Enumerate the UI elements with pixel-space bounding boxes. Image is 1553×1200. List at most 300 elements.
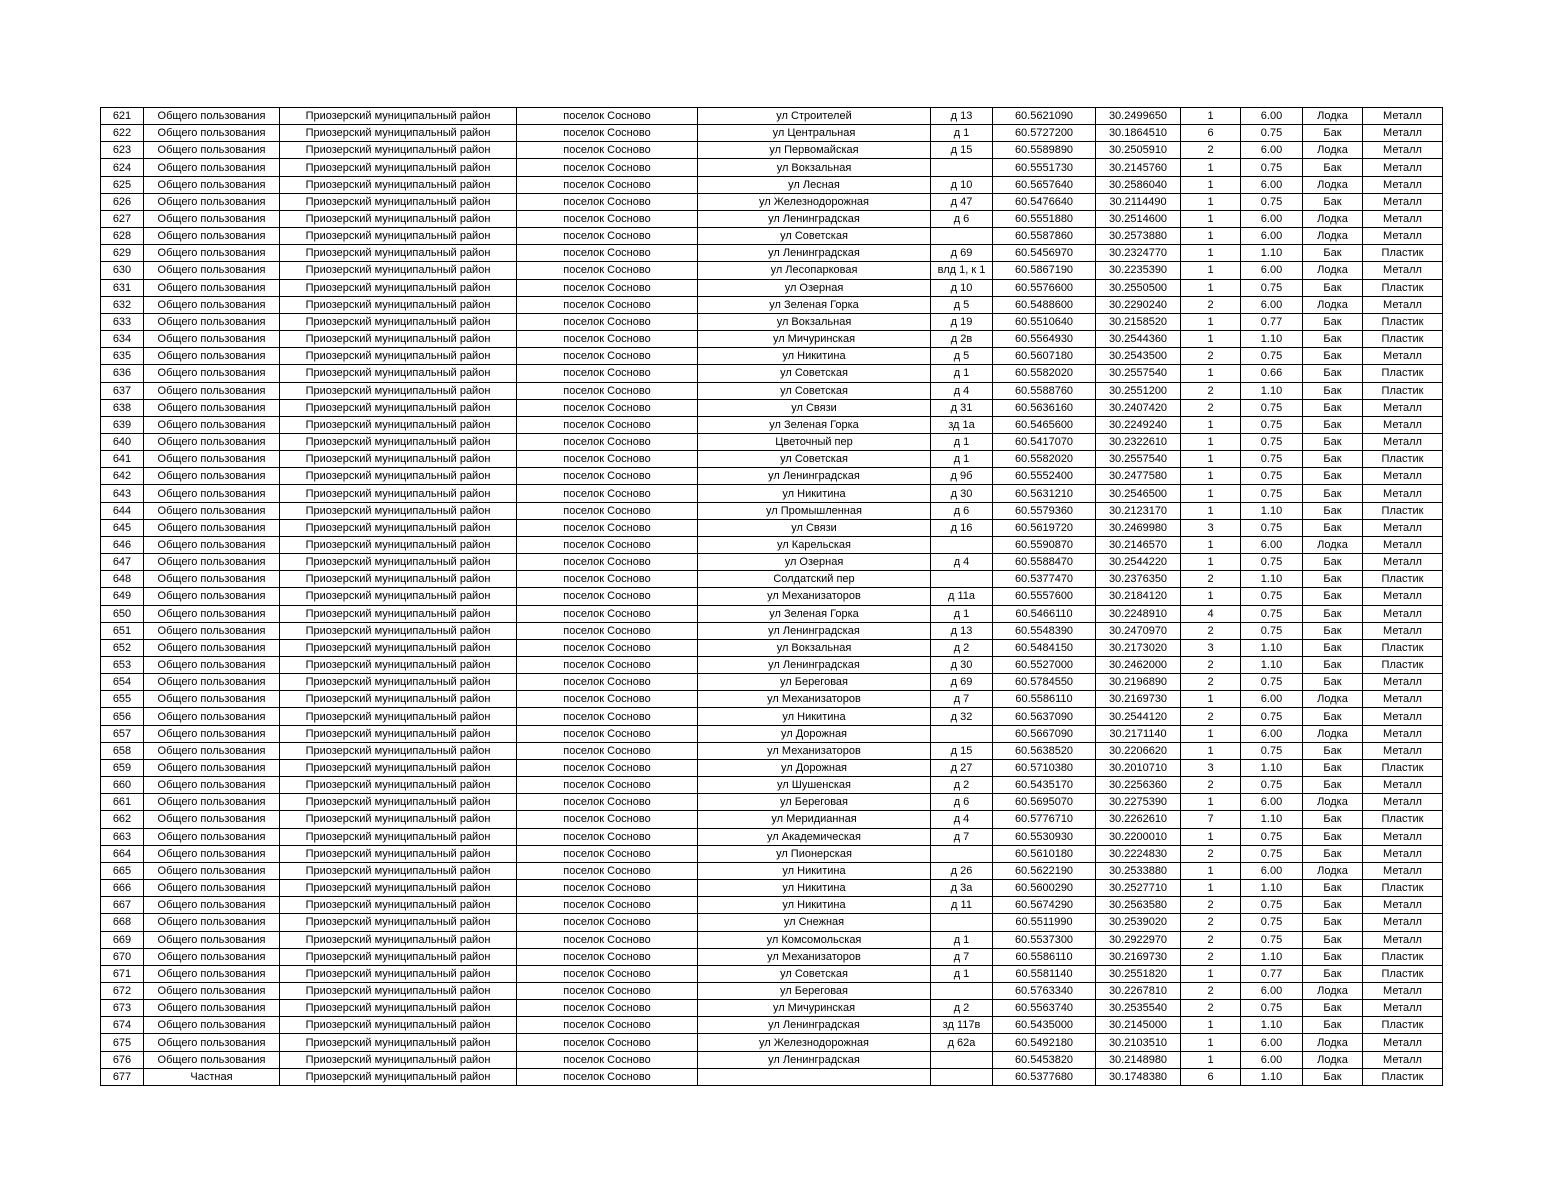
cell-count: 2 — [1181, 1000, 1241, 1017]
cell-house: д 32 — [931, 708, 993, 725]
cell-settlement: поселок Сосново — [517, 794, 698, 811]
cell-type: Общего пользования — [144, 965, 280, 982]
cell-lat: 60.5710380 — [993, 759, 1096, 776]
cell-container: Бак — [1303, 828, 1363, 845]
cell-district: Приозерский муниципальный район — [280, 262, 517, 279]
cell-lat: 60.5636160 — [993, 399, 1096, 416]
cell-street: ул Озерная — [698, 279, 931, 296]
cell-num: 653 — [101, 657, 144, 674]
cell-street: ул Никитина — [698, 880, 931, 897]
cell-material: Металл — [1363, 931, 1443, 948]
cell-lon: 30.2544120 — [1096, 708, 1181, 725]
cell-count: 1 — [1181, 1034, 1241, 1051]
cell-type: Общего пользования — [144, 365, 280, 382]
cell-volume: 0.75 — [1241, 914, 1303, 931]
cell-settlement: поселок Сосново — [517, 897, 698, 914]
cell-street: ул Механизаторов — [698, 742, 931, 759]
cell-settlement: поселок Сосново — [517, 828, 698, 845]
cell-house: зд 1а — [931, 416, 993, 433]
table-row — [101, 451, 1443, 468]
cell-type: Общего пользования — [144, 914, 280, 931]
cell-house — [931, 845, 993, 862]
table-row — [101, 639, 1443, 656]
cell-lon: 30.2145760 — [1096, 159, 1181, 176]
cell-settlement: поселок Сосново — [517, 159, 698, 176]
cell-volume: 6.00 — [1241, 536, 1303, 553]
cell-volume: 1.10 — [1241, 880, 1303, 897]
cell-lon: 30.2499650 — [1096, 108, 1181, 125]
cell-volume: 6.00 — [1241, 1051, 1303, 1068]
cell-district: Приозерский муниципальный район — [280, 948, 517, 965]
cell-settlement: поселок Сосново — [517, 691, 698, 708]
cell-material: Металл — [1363, 691, 1443, 708]
cell-settlement: поселок Сосново — [517, 142, 698, 159]
cell-num: 661 — [101, 794, 144, 811]
cell-settlement: поселок Сосново — [517, 1068, 698, 1085]
cell-container: Бак — [1303, 965, 1363, 982]
cell-district: Приозерский муниципальный район — [280, 399, 517, 416]
cell-street: ул Советская — [698, 965, 931, 982]
cell-num: 658 — [101, 742, 144, 759]
cell-count: 2 — [1181, 348, 1241, 365]
cell-lat: 60.5552400 — [993, 468, 1096, 485]
cell-type: Общего пользования — [144, 657, 280, 674]
cell-lon: 30.2376350 — [1096, 571, 1181, 588]
cell-material: Пластик — [1363, 948, 1443, 965]
cell-street: ул Снежная — [698, 914, 931, 931]
table-row — [101, 1000, 1443, 1017]
cell-lon: 30.2543500 — [1096, 348, 1181, 365]
cell-house: д 1 — [931, 931, 993, 948]
cell-volume: 0.75 — [1241, 742, 1303, 759]
cell-material: Металл — [1363, 1000, 1443, 1017]
table-row — [101, 914, 1443, 931]
cell-lon: 30.2505910 — [1096, 142, 1181, 159]
cell-type: Общего пользования — [144, 931, 280, 948]
cell-num: 666 — [101, 880, 144, 897]
cell-material: Металл — [1363, 897, 1443, 914]
cell-material: Металл — [1363, 210, 1443, 227]
cell-street: ул Советская — [698, 228, 931, 245]
cell-count: 1 — [1181, 742, 1241, 759]
cell-district: Приозерский муниципальный район — [280, 965, 517, 982]
cell-district: Приозерский муниципальный район — [280, 193, 517, 210]
cell-lat: 60.5667090 — [993, 725, 1096, 742]
cell-num: 665 — [101, 862, 144, 879]
cell-container: Лодка — [1303, 794, 1363, 811]
cell-material: Металл — [1363, 708, 1443, 725]
table-row — [101, 897, 1443, 914]
cell-count: 1 — [1181, 965, 1241, 982]
cell-type: Общего пользования — [144, 622, 280, 639]
cell-material: Металл — [1363, 725, 1443, 742]
cell-num: 627 — [101, 210, 144, 227]
cell-lat: 60.5637090 — [993, 708, 1096, 725]
cell-container: Бак — [1303, 348, 1363, 365]
cell-volume: 0.75 — [1241, 708, 1303, 725]
cell-street: ул Советская — [698, 451, 931, 468]
cell-volume: 1.10 — [1241, 331, 1303, 348]
cell-house: д 11а — [931, 588, 993, 605]
cell-count: 1 — [1181, 1017, 1241, 1034]
cell-lat: 60.5590870 — [993, 536, 1096, 553]
cell-count: 2 — [1181, 296, 1241, 313]
cell-container: Бак — [1303, 622, 1363, 639]
cell-count: 3 — [1181, 639, 1241, 656]
cell-lon: 30.2470970 — [1096, 622, 1181, 639]
cell-lat: 60.5488600 — [993, 296, 1096, 313]
cell-type: Общего пользования — [144, 485, 280, 502]
cell-count: 1 — [1181, 691, 1241, 708]
cell-type: Общего пользования — [144, 159, 280, 176]
cell-count: 1 — [1181, 588, 1241, 605]
cell-container: Бак — [1303, 331, 1363, 348]
cell-type: Общего пользования — [144, 588, 280, 605]
cell-house — [931, 725, 993, 742]
cell-lon: 30.2544360 — [1096, 331, 1181, 348]
cell-lat: 60.5587860 — [993, 228, 1096, 245]
cell-num: 630 — [101, 262, 144, 279]
cell-district: Приозерский муниципальный район — [280, 142, 517, 159]
cell-container: Бак — [1303, 245, 1363, 262]
cell-material: Металл — [1363, 125, 1443, 142]
cell-volume: 1.10 — [1241, 1017, 1303, 1034]
cell-settlement: поселок Сосново — [517, 554, 698, 571]
cell-container: Бак — [1303, 742, 1363, 759]
cell-count: 1 — [1181, 828, 1241, 845]
cell-type: Общего пользования — [144, 948, 280, 965]
table-row — [101, 348, 1443, 365]
cell-district: Приозерский муниципальный район — [280, 880, 517, 897]
cell-settlement: поселок Сосново — [517, 605, 698, 622]
cell-count: 1 — [1181, 862, 1241, 879]
table-row — [101, 880, 1443, 897]
cell-material: Пластик — [1363, 1068, 1443, 1085]
cell-type: Общего пользования — [144, 433, 280, 450]
cell-material: Металл — [1363, 399, 1443, 416]
cell-num: 664 — [101, 845, 144, 862]
cell-num: 657 — [101, 725, 144, 742]
cell-district: Приозерский муниципальный район — [280, 1068, 517, 1085]
cell-lon: 30.2477580 — [1096, 468, 1181, 485]
cell-material: Металл — [1363, 588, 1443, 605]
cell-settlement: поселок Сосново — [517, 1034, 698, 1051]
cell-house: д 31 — [931, 399, 993, 416]
cell-count: 1 — [1181, 485, 1241, 502]
cell-settlement: поселок Сосново — [517, 433, 698, 450]
cell-house: д 10 — [931, 176, 993, 193]
cell-street: ул Ленинградская — [698, 210, 931, 227]
cell-volume: 6.00 — [1241, 725, 1303, 742]
cell-district: Приозерский муниципальный район — [280, 331, 517, 348]
cell-material: Металл — [1363, 862, 1443, 879]
cell-lat: 60.5510640 — [993, 313, 1096, 330]
cell-lon: 30.2256360 — [1096, 777, 1181, 794]
cell-settlement: поселок Сосново — [517, 382, 698, 399]
cell-type: Общего пользования — [144, 245, 280, 262]
cell-material: Металл — [1363, 914, 1443, 931]
table-row — [101, 588, 1443, 605]
cell-settlement: поселок Сосново — [517, 279, 698, 296]
cell-material: Металл — [1363, 228, 1443, 245]
cell-container: Бак — [1303, 468, 1363, 485]
cell-house: д 15 — [931, 142, 993, 159]
cell-street: ул Зеленая Горка — [698, 296, 931, 313]
cell-house: д 19 — [931, 313, 993, 330]
cell-lat: 60.5492180 — [993, 1034, 1096, 1051]
cell-lat: 60.5621090 — [993, 108, 1096, 125]
cell-district: Приозерский муниципальный район — [280, 416, 517, 433]
cell-type: Общего пользования — [144, 725, 280, 742]
cell-num: 650 — [101, 605, 144, 622]
cell-material: Металл — [1363, 777, 1443, 794]
cell-material: Пластик — [1363, 279, 1443, 296]
cell-house — [931, 1068, 993, 1085]
cell-material: Пластик — [1363, 811, 1443, 828]
cell-num: 626 — [101, 193, 144, 210]
cell-container: Бак — [1303, 708, 1363, 725]
table-row — [101, 1051, 1443, 1068]
cell-street: ул Железнодорожная — [698, 193, 931, 210]
cell-container: Бак — [1303, 159, 1363, 176]
cell-count: 1 — [1181, 880, 1241, 897]
cell-house: д 7 — [931, 828, 993, 845]
cell-material: Пластик — [1363, 313, 1443, 330]
cell-count: 2 — [1181, 708, 1241, 725]
cell-lon: 30.2290240 — [1096, 296, 1181, 313]
cell-house: д 7 — [931, 948, 993, 965]
cell-district: Приозерский муниципальный район — [280, 228, 517, 245]
cell-count: 1 — [1181, 228, 1241, 245]
cell-district: Приозерский муниципальный район — [280, 982, 517, 999]
cell-type: Общего пользования — [144, 759, 280, 776]
cell-settlement: поселок Сосново — [517, 210, 698, 227]
cell-lon: 30.2200010 — [1096, 828, 1181, 845]
cell-settlement: поселок Сосново — [517, 948, 698, 965]
cell-house: д 13 — [931, 108, 993, 125]
cell-settlement: поселок Сосново — [517, 914, 698, 931]
cell-type: Общего пользования — [144, 313, 280, 330]
table-row — [101, 794, 1443, 811]
table-row — [101, 1034, 1443, 1051]
cell-material: Металл — [1363, 845, 1443, 862]
cell-type: Общего пользования — [144, 639, 280, 656]
cell-type: Общего пользования — [144, 502, 280, 519]
cell-lat: 60.5784550 — [993, 674, 1096, 691]
cell-settlement: поселок Сосново — [517, 228, 698, 245]
cell-lon: 30.2173020 — [1096, 639, 1181, 656]
cell-lon: 30.2533880 — [1096, 862, 1181, 879]
cell-count: 2 — [1181, 142, 1241, 159]
cell-type: Общего пользования — [144, 416, 280, 433]
cell-material: Пластик — [1363, 639, 1443, 656]
cell-type: Общего пользования — [144, 331, 280, 348]
cell-settlement: поселок Сосново — [517, 982, 698, 999]
cell-num: 621 — [101, 108, 144, 125]
cell-district: Приозерский муниципальный район — [280, 1034, 517, 1051]
cell-house: д 27 — [931, 759, 993, 776]
cell-district: Приозерский муниципальный район — [280, 279, 517, 296]
cell-lat: 60.5610180 — [993, 845, 1096, 862]
cell-lat: 60.5551880 — [993, 210, 1096, 227]
cell-district: Приозерский муниципальный район — [280, 759, 517, 776]
cell-count: 1 — [1181, 159, 1241, 176]
cell-settlement: поселок Сосново — [517, 331, 698, 348]
cell-house: д 1 — [931, 605, 993, 622]
cell-lat: 60.5564930 — [993, 331, 1096, 348]
cell-volume: 6.00 — [1241, 142, 1303, 159]
cell-house: д 2 — [931, 1000, 993, 1017]
cell-lon: 30.1748380 — [1096, 1068, 1181, 1085]
cell-volume: 0.75 — [1241, 845, 1303, 862]
cell-street: ул Академическая — [698, 828, 931, 845]
cell-lat: 60.5589890 — [993, 142, 1096, 159]
cell-street: ул Зеленая Горка — [698, 605, 931, 622]
cell-house: д 6 — [931, 794, 993, 811]
cell-container: Лодка — [1303, 176, 1363, 193]
data-table — [100, 107, 1443, 1086]
table-row — [101, 536, 1443, 553]
cell-settlement: поселок Сосново — [517, 811, 698, 828]
cell-type: Общего пользования — [144, 1051, 280, 1068]
cell-count: 2 — [1181, 845, 1241, 862]
cell-material: Металл — [1363, 742, 1443, 759]
table-row — [101, 176, 1443, 193]
cell-container: Бак — [1303, 811, 1363, 828]
cell-street: ул Береговая — [698, 674, 931, 691]
cell-type: Общего пользования — [144, 777, 280, 794]
cell-type: Общего пользования — [144, 468, 280, 485]
cell-material: Металл — [1363, 554, 1443, 571]
cell-district: Приозерский муниципальный район — [280, 794, 517, 811]
cell-settlement: поселок Сосново — [517, 588, 698, 605]
cell-container: Бак — [1303, 931, 1363, 948]
cell-num: 676 — [101, 1051, 144, 1068]
cell-lon: 30.2469980 — [1096, 519, 1181, 536]
cell-settlement: поселок Сосново — [517, 845, 698, 862]
cell-type: Общего пользования — [144, 451, 280, 468]
cell-container: Лодка — [1303, 536, 1363, 553]
cell-material: Металл — [1363, 176, 1443, 193]
cell-settlement: поселок Сосново — [517, 245, 698, 262]
cell-volume: 0.66 — [1241, 365, 1303, 382]
cell-material: Металл — [1363, 1034, 1443, 1051]
cell-volume: 0.77 — [1241, 313, 1303, 330]
cell-material: Металл — [1363, 485, 1443, 502]
cell-district: Приозерский муниципальный район — [280, 811, 517, 828]
cell-container: Бак — [1303, 399, 1363, 416]
cell-volume: 1.10 — [1241, 502, 1303, 519]
cell-street: ул Лесопарковая — [698, 262, 931, 279]
cell-lon: 30.2114490 — [1096, 193, 1181, 210]
cell-lon: 30.2586040 — [1096, 176, 1181, 193]
cell-district: Приозерский муниципальный район — [280, 914, 517, 931]
cell-lat: 60.5867190 — [993, 262, 1096, 279]
cell-count: 2 — [1181, 777, 1241, 794]
cell-district: Приозерский муниципальный район — [280, 639, 517, 656]
cell-lat: 60.5527000 — [993, 657, 1096, 674]
cell-street: ул Советская — [698, 382, 931, 399]
cell-material: Металл — [1363, 262, 1443, 279]
cell-type: Общего пользования — [144, 897, 280, 914]
cell-settlement: поселок Сосново — [517, 708, 698, 725]
cell-settlement: поселок Сосново — [517, 965, 698, 982]
cell-street: ул Никитина — [698, 862, 931, 879]
cell-num: 625 — [101, 176, 144, 193]
cell-lat: 60.5588760 — [993, 382, 1096, 399]
table-row — [101, 365, 1443, 382]
cell-num: 640 — [101, 433, 144, 450]
table-row — [101, 965, 1443, 982]
table-row — [101, 708, 1443, 725]
cell-house: д 3а — [931, 880, 993, 897]
cell-settlement: поселок Сосново — [517, 674, 698, 691]
cell-num: 628 — [101, 228, 144, 245]
cell-street — [698, 1068, 931, 1085]
table-row — [101, 210, 1443, 227]
cell-material: Пластик — [1363, 1017, 1443, 1034]
cell-type: Общего пользования — [144, 1034, 280, 1051]
cell-material: Пластик — [1363, 880, 1443, 897]
cell-settlement: поселок Сосново — [517, 468, 698, 485]
cell-count: 6 — [1181, 125, 1241, 142]
cell-lon: 30.2557540 — [1096, 365, 1181, 382]
cell-lat: 60.5456970 — [993, 245, 1096, 262]
table-row — [101, 777, 1443, 794]
cell-volume: 1.10 — [1241, 759, 1303, 776]
cell-material: Металл — [1363, 536, 1443, 553]
cell-district: Приозерский муниципальный район — [280, 1051, 517, 1068]
cell-street: ул Строителей — [698, 108, 931, 125]
cell-type: Общего пользования — [144, 142, 280, 159]
table-row — [101, 725, 1443, 742]
cell-lat: 60.5695070 — [993, 794, 1096, 811]
cell-district: Приозерский муниципальный район — [280, 502, 517, 519]
cell-district: Приозерский муниципальный район — [280, 176, 517, 193]
cell-lon: 30.2145000 — [1096, 1017, 1181, 1034]
cell-house: д 2 — [931, 639, 993, 656]
cell-lat: 60.5582020 — [993, 365, 1096, 382]
table-row — [101, 142, 1443, 159]
cell-material: Пластик — [1363, 245, 1443, 262]
cell-count: 1 — [1181, 725, 1241, 742]
cell-settlement: поселок Сосново — [517, 777, 698, 794]
cell-settlement: поселок Сосново — [517, 125, 698, 142]
cell-street: ул Ленинградская — [698, 622, 931, 639]
cell-district: Приозерский муниципальный район — [280, 622, 517, 639]
cell-street: ул Озерная — [698, 554, 931, 571]
cell-street: ул Ленинградская — [698, 1017, 931, 1034]
cell-lon: 30.2324770 — [1096, 245, 1181, 262]
cell-volume: 6.00 — [1241, 228, 1303, 245]
cell-count: 1 — [1181, 365, 1241, 382]
cell-lat: 60.5581140 — [993, 965, 1096, 982]
cell-count: 2 — [1181, 399, 1241, 416]
cell-lat: 60.5548390 — [993, 622, 1096, 639]
table-row — [101, 416, 1443, 433]
cell-lon: 30.2922970 — [1096, 931, 1181, 948]
cell-material: Металл — [1363, 193, 1443, 210]
table-row — [101, 828, 1443, 845]
cell-house — [931, 536, 993, 553]
table-row — [101, 159, 1443, 176]
cell-lon: 30.2551200 — [1096, 382, 1181, 399]
cell-settlement: поселок Сосново — [517, 622, 698, 639]
cell-street: ул Пионерская — [698, 845, 931, 862]
cell-container: Бак — [1303, 639, 1363, 656]
cell-count: 1 — [1181, 451, 1241, 468]
table-row — [101, 399, 1443, 416]
